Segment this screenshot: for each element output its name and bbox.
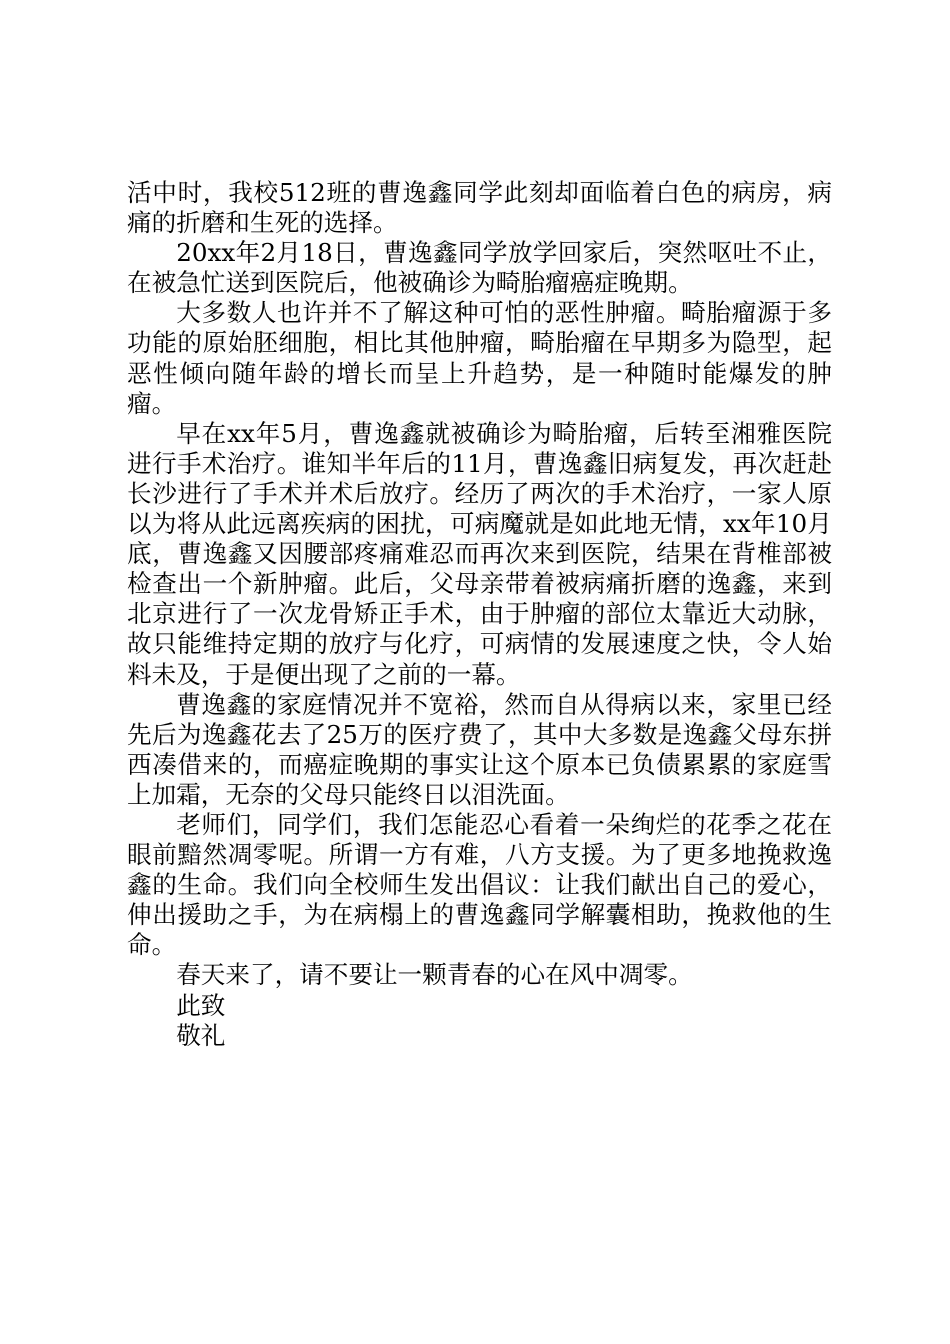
- paragraph-continuation: 活中时，我校512班的曹逸鑫同学此刻却面临着白色的病房，病痛的折磨和生死的选择。: [127, 178, 832, 238]
- letter-body: [127, 178, 832, 1051]
- paragraph-appeal: 老师们，同学们，我们怎能忍心看着一朵绚烂的花季之花在眼前黯然凋零呢。所谓一方有难，八方支援。为了更多地挽救逸鑫的生命。我们向全校师生发出倡议：让我们献出自己的爱心，伸出援助之手，为在病榻上的曹逸鑫同学解囊相助，挽救他的生命。: [127, 809, 832, 960]
- paragraph-treatment-history: 早在xx年5月，曹逸鑫就被确诊为畸胎瘤，后转至湘雅医院进行手术治疗。谁知半年后的11月，曹逸鑫旧病复发，再次赶赴长沙进行了手术并术后放疗。经历了两次的手术治疗，一家人原以为将从此远离疾病的困扰，可病魔就是如此地无情，xx年10月底，曹逸鑫又因腰部疼痛难忍而再次来到医院，结果在背椎部被检查出一个新肿瘤。此后，父母亲带着被病痛折磨的逸鑫，来到北京进行了一次龙骨矫正手术，由于肿瘤的部位太靠近大动脉，故只能维持定期的放疗与化疗，可病情的发展速度之快，令人始料未及，于是便出现了之前的一幕。: [127, 418, 832, 689]
- paragraph-closing-line: 春天来了，请不要让一颗青春的心在风中凋零。: [176, 960, 693, 990]
- salutation-cizhi: 此致: [176, 990, 226, 1020]
- salutation-jingli: 敬礼: [176, 1020, 226, 1050]
- paragraph-family-situation: 曹逸鑫的家庭情况并不宽裕，然而自从得病以来，家里已经先后为逸鑫花去了25万的医疗费了，其中大多数是逸鑫父母东拼西凑借来的，而癌症晚期的事实让这个原本已负债累累的家庭雪上加霜，无奈的父母只能终日以泪洗面。: [127, 689, 832, 809]
- paragraph-diagnosis: 20xx年2月18日，曹逸鑫同学放学回家后，突然呕吐不止，在被急忙送到医院后，他被确诊为畸胎瘤癌症晚期。: [127, 238, 832, 298]
- paragraph-tumor-description: 大多数人也许并不了解这种可怕的恶性肿瘤。畸胎瘤源于多功能的原始胚细胞，相比其他肿瘤，畸胎瘤在早期多为隐型，起恶性倾向随年龄的增长而呈上升趋势，是一种随时能爆发的肿瘤。: [127, 298, 832, 418]
